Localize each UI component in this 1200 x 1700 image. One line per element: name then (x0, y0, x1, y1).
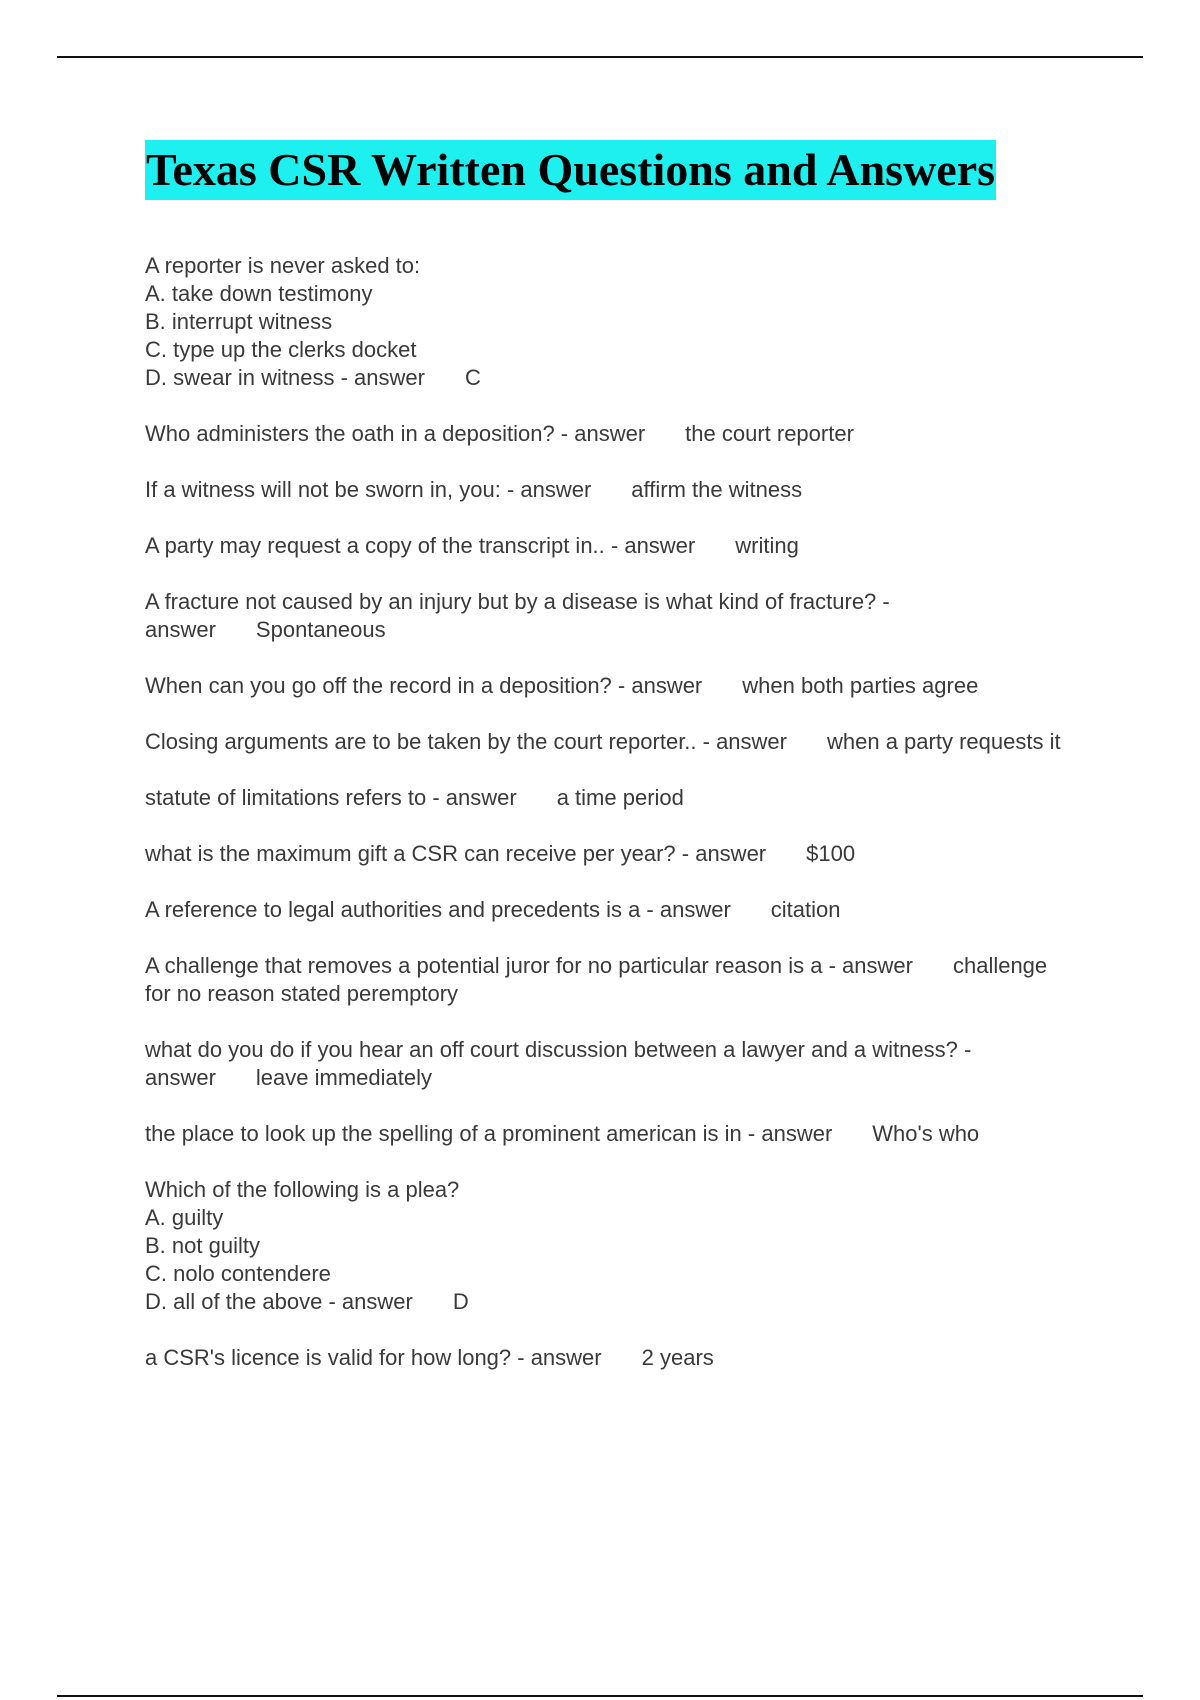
answer-text: affirm the witness (631, 477, 803, 502)
answer-text: challenge for no reason stated peremptory (145, 953, 1048, 1006)
qa-item (145, 840, 1075, 868)
question-text: D. swear in witness - answer (145, 365, 425, 390)
option-line: B. interrupt witness (145, 309, 333, 334)
answer-text: the court reporter (685, 421, 854, 446)
answer-text: $100 (806, 841, 856, 866)
answer-text: leave immediately (255, 1065, 432, 1090)
answer-text: 2 years (641, 1345, 714, 1370)
question-text: A challenge that removes a potential juror for no particular reason is a - answer (145, 953, 913, 978)
option-line: B. not guilty (145, 1233, 260, 1258)
question-line: A reporter is never asked to: (145, 253, 421, 278)
qa-item (145, 588, 1075, 644)
option-line: A. guilty (145, 1205, 224, 1230)
qa-list (145, 252, 1075, 1372)
qa-item (145, 420, 1075, 448)
option-line: C. type up the clerks docket (145, 337, 417, 362)
question-text: statute of limitations refers to - answer (145, 785, 517, 810)
question-text: Who administers the oath in a deposition? - answer (145, 421, 646, 446)
question-text: A reference to legal authorities and precedents is a - answer (145, 897, 731, 922)
page-title: Texas CSR Written Questions and Answers (145, 140, 996, 200)
document-body (145, 140, 1075, 1400)
question-text: what do you do if you hear an off court discussion between a lawyer and a witness? - answer (145, 1037, 972, 1090)
qa-item (145, 952, 1075, 1008)
option-line: C. nolo contendere (145, 1261, 331, 1286)
question-answer-line (145, 364, 1075, 392)
top-rule (57, 56, 1143, 58)
answer-text: Spontaneous (255, 617, 386, 642)
qa-item (145, 728, 1075, 756)
qa-item (145, 1036, 1075, 1092)
question-text: If a witness will not be sworn in, you: - answer (145, 477, 592, 502)
answer-text: when both parties agree (742, 673, 979, 698)
question-text: Closing arguments are to be taken by the court reporter.. - answer (145, 729, 787, 754)
answer-text: D (452, 1289, 469, 1314)
qa-item (145, 1120, 1075, 1148)
qa-item (145, 252, 1075, 392)
qa-item (145, 1176, 1075, 1316)
option-line: A. take down testimony (145, 281, 373, 306)
question-text: D. all of the above - answer (145, 1289, 413, 1314)
question-text: a CSR's licence is valid for how long? - answer (145, 1345, 602, 1370)
question-text: A party may request a copy of the transcript in.. - answer (145, 533, 696, 558)
qa-item (145, 1344, 1075, 1372)
question-line: Which of the following is a plea? (145, 1177, 460, 1202)
qa-item (145, 896, 1075, 924)
question-text: When can you go off the record in a deposition? - answer (145, 673, 703, 698)
qa-item (145, 672, 1075, 700)
answer-text: Who's who (872, 1121, 980, 1146)
answer-text: C (464, 365, 481, 390)
question-text: what is the maximum gift a CSR can receive per year? - answer (145, 841, 767, 866)
answer-text: a time period (556, 785, 684, 810)
qa-item (145, 784, 1075, 812)
question-text: the place to look up the spelling of a prominent american is in - answer (145, 1121, 833, 1146)
qa-item (145, 476, 1075, 504)
question-text: A fracture not caused by an injury but by a disease is what kind of fracture? - answer (145, 589, 890, 642)
answer-text: writing (735, 533, 799, 558)
qa-item (145, 532, 1075, 560)
answer-text: citation (770, 897, 841, 922)
bottom-rule (57, 1695, 1143, 1697)
question-answer-line (145, 1288, 1075, 1316)
answer-text: when a party requests it (827, 729, 1061, 754)
